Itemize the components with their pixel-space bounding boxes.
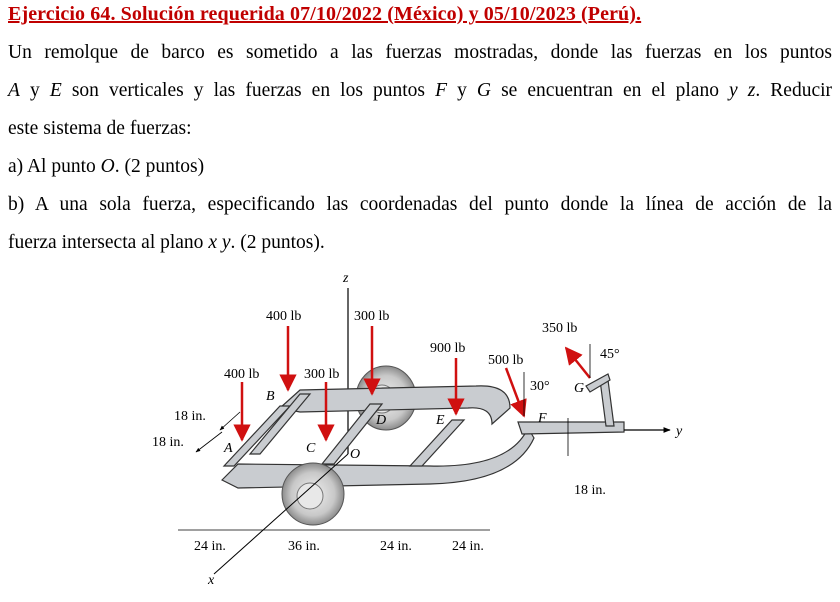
dim-18-right: 18 in. xyxy=(574,483,606,498)
force-label-E: 900 lb xyxy=(430,341,466,356)
dim-24-c: 24 in. xyxy=(452,539,484,554)
dim-24-a: 24 in. xyxy=(194,539,226,554)
point-o-ref: O xyxy=(100,156,115,177)
frame-cross-end xyxy=(250,394,310,454)
text-span: y xyxy=(19,80,50,101)
item-b-line-2 xyxy=(8,232,325,254)
label-E: E xyxy=(436,413,445,428)
exercise-title: Ejercicio 64. Solución requerida 07/10/2022 (México) y 05/10/2023 (Perú). xyxy=(8,3,642,25)
paragraph-line-2 xyxy=(8,80,832,102)
text-span: . (2 puntos). xyxy=(230,232,325,253)
winch-stand xyxy=(600,380,614,426)
text-span: a) Al punto xyxy=(8,156,101,177)
label-B: B xyxy=(266,389,275,404)
plane-xy-ref: x y xyxy=(208,232,231,253)
dim-18-left: 18 in. xyxy=(152,435,184,450)
dim-36: 36 in. xyxy=(288,539,320,554)
y-axis-label: y xyxy=(676,424,683,439)
force-label-C: 300 lb xyxy=(304,367,340,382)
paragraph-line-3: este sistema de fuerzas: xyxy=(8,118,192,139)
text-span: . Reducir xyxy=(755,80,833,101)
frame-cross-b-a xyxy=(224,406,290,466)
point-f-ref: F xyxy=(435,80,447,101)
point-g-ref: G xyxy=(476,80,491,101)
x-axis-label: x xyxy=(208,573,215,588)
z-axis-label: z xyxy=(343,271,349,286)
point-e-ref: E xyxy=(49,80,62,101)
near-wheel xyxy=(282,463,344,525)
point-a-ref: A xyxy=(8,80,20,101)
dim-24-b: 24 in. xyxy=(380,539,412,554)
label-D: D xyxy=(376,413,387,428)
force-label-D: 300 lb xyxy=(354,309,390,324)
text-span: fuerza intersecta al plano xyxy=(8,232,209,253)
force-label-G: 350 lb xyxy=(542,321,578,336)
angle-label-G: 45° xyxy=(600,347,620,362)
angle-label-F: 30° xyxy=(530,379,550,394)
label-G: G xyxy=(574,381,585,396)
dim-line-18-left xyxy=(196,432,222,452)
force-arrow-G xyxy=(566,348,590,378)
dim-18-top: 18 in. xyxy=(174,409,206,424)
text-span: se encuentran en el plano xyxy=(491,80,730,101)
boat-trailer-figure xyxy=(130,268,710,602)
force-label-B: 400 lb xyxy=(266,309,302,324)
item-b-line-1: b) A una sola fuerza, especificando las coordenadas del punto donde la línea de acción de la xyxy=(8,194,832,215)
force-label-A: 400 lb xyxy=(224,367,260,382)
label-O: O xyxy=(350,447,361,462)
text-span: . (2 puntos) xyxy=(114,156,205,177)
text-span: y xyxy=(447,80,477,101)
label-C: C xyxy=(306,441,316,456)
plane-yz-ref: y z xyxy=(729,80,756,101)
label-F: F xyxy=(538,411,547,426)
label-A: A xyxy=(224,441,233,456)
paragraph-line-1: Un remolque de barco es sometido a las fuerzas mostradas, donde las fuerzas en los puntos xyxy=(8,42,832,63)
item-a xyxy=(8,156,204,178)
dim-line-18-top xyxy=(220,412,240,430)
text-span: son verticales y las fuerzas en los puntos xyxy=(61,80,436,101)
force-label-F: 500 lb xyxy=(488,353,524,368)
